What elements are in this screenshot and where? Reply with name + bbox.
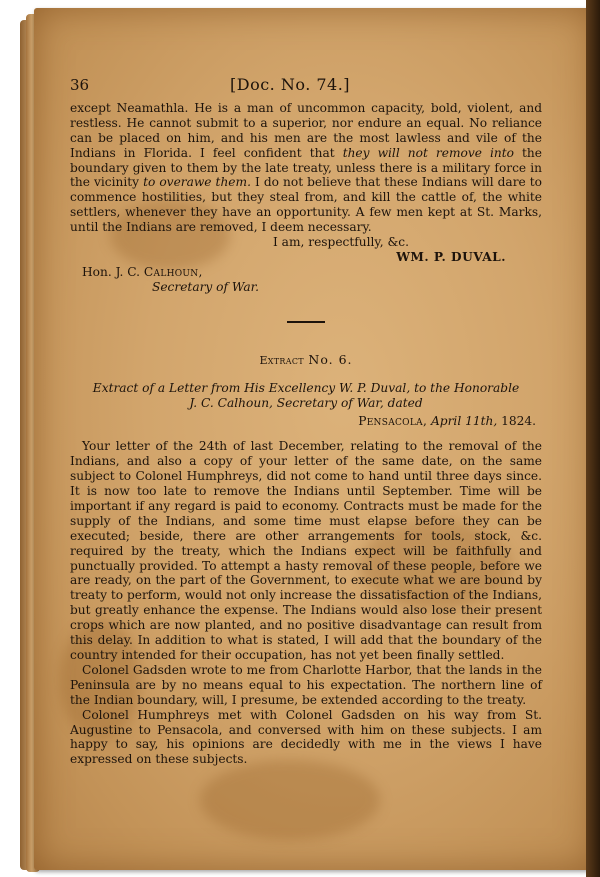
- letter-text: except Neamathla. He is a man of uncommon capacity, bold, violent, and restless. He cannot submit to a superior, nor endure an equal. No reliance can be placed on him, and his men are the most lawless and vile of the Indians in Florida. I feel confident that: [70, 100, 542, 160]
- letter-text: the boundary given to them by the late treaty, unless there is a military force in the vicinity: [70, 145, 542, 190]
- book-spine: [586, 0, 600, 877]
- letter-closing: I am, respectfully, &c.: [272, 235, 409, 250]
- addressee: [70, 265, 542, 280]
- extract-paragraph: Your letter of the 24th of last December, relating to the removal of the Indians, and also a copy of your letter of the same date, on the same subject to Colonel Humphreys, did not come to hand until three days since. It is now too late to remove the Indians until September. Time will be important if any regard is paid to economy. Contracts must be made for the supply of the Indians, and some time must elapse before they can be executed; beside, there are other arrangements for tools, stock, &c. required by the treaty, which the Indians expect will be faithfully and punctually provided. To attempt a hasty removal of these people, before we are ready, on the part of the Government, to execute what we are bound by treaty to perform, would not only increase the dissatisfaction of the Indians, but greatly enhance the expense. The Indians would also lose their present crops which are now planted, and no positive disadvantage can result from this delay. In addition to what is stated, I will add that the boundary of the country intended for their occupation, has not yet been finally settled.: [70, 439, 542, 662]
- extract-paragraph: Colonel Humphreys met with Colonel Gadsden on his way from St. Augustine to Pensacola, and conversed with him on these subjects. I am happy to say, his opinions are decidedly with me in the views I have expressed on these subjects.: [70, 707, 542, 767]
- extract-title-line-1: Extract of a Letter from His Excellency W. P. Duval, to the Honorable: [92, 380, 520, 395]
- document-number: [Doc. No. 74.]: [230, 75, 351, 94]
- letter-body: [70, 101, 542, 235]
- extract-paragraph: Colonel Gadsden wrote to me from Charlotte Harbor, that the lands in the Peninsula are by no means equal to his expectation. The northern line of the Indian boundary, will, I presume, be extended according to the treaty.: [70, 662, 542, 707]
- extract-heading: [70, 353, 542, 369]
- letter-text-italic: to overawe them.: [143, 175, 251, 190]
- dateline-date: April 11th,: [431, 414, 498, 429]
- letter-signature: WM. P. DUVAL.: [396, 249, 506, 264]
- extract-title-line-2: J. C. Calhoun, Secretary of War, dated: [189, 395, 423, 410]
- foxing-stain: [200, 760, 380, 840]
- addressee-name: Calhoun,: [143, 264, 203, 279]
- extract-label: Extract: [259, 353, 304, 367]
- extract-number: No. 6.: [308, 351, 353, 367]
- letter-text-italic: they will not remove into: [342, 145, 514, 160]
- letter-text: I do not believe that these Indians will dare to commence hostilities, but they steal from, and kill the cattle of, the white settlers, whenever they have an opportunity. A few men kept at St. Marks, until the Indians are removed, I deem necessary.: [70, 175, 543, 235]
- addressee-title: Secretary of War.: [152, 279, 259, 294]
- section-divider: [287, 321, 325, 323]
- page-number: 36: [70, 76, 90, 94]
- addressee-prefix: Hon. J. C.: [82, 264, 144, 279]
- running-header: [70, 75, 542, 94]
- dateline-place: Pensacola,: [358, 414, 428, 429]
- dateline: [70, 414, 536, 429]
- dateline-year: 1824.: [501, 414, 536, 429]
- page-content: [70, 75, 543, 767]
